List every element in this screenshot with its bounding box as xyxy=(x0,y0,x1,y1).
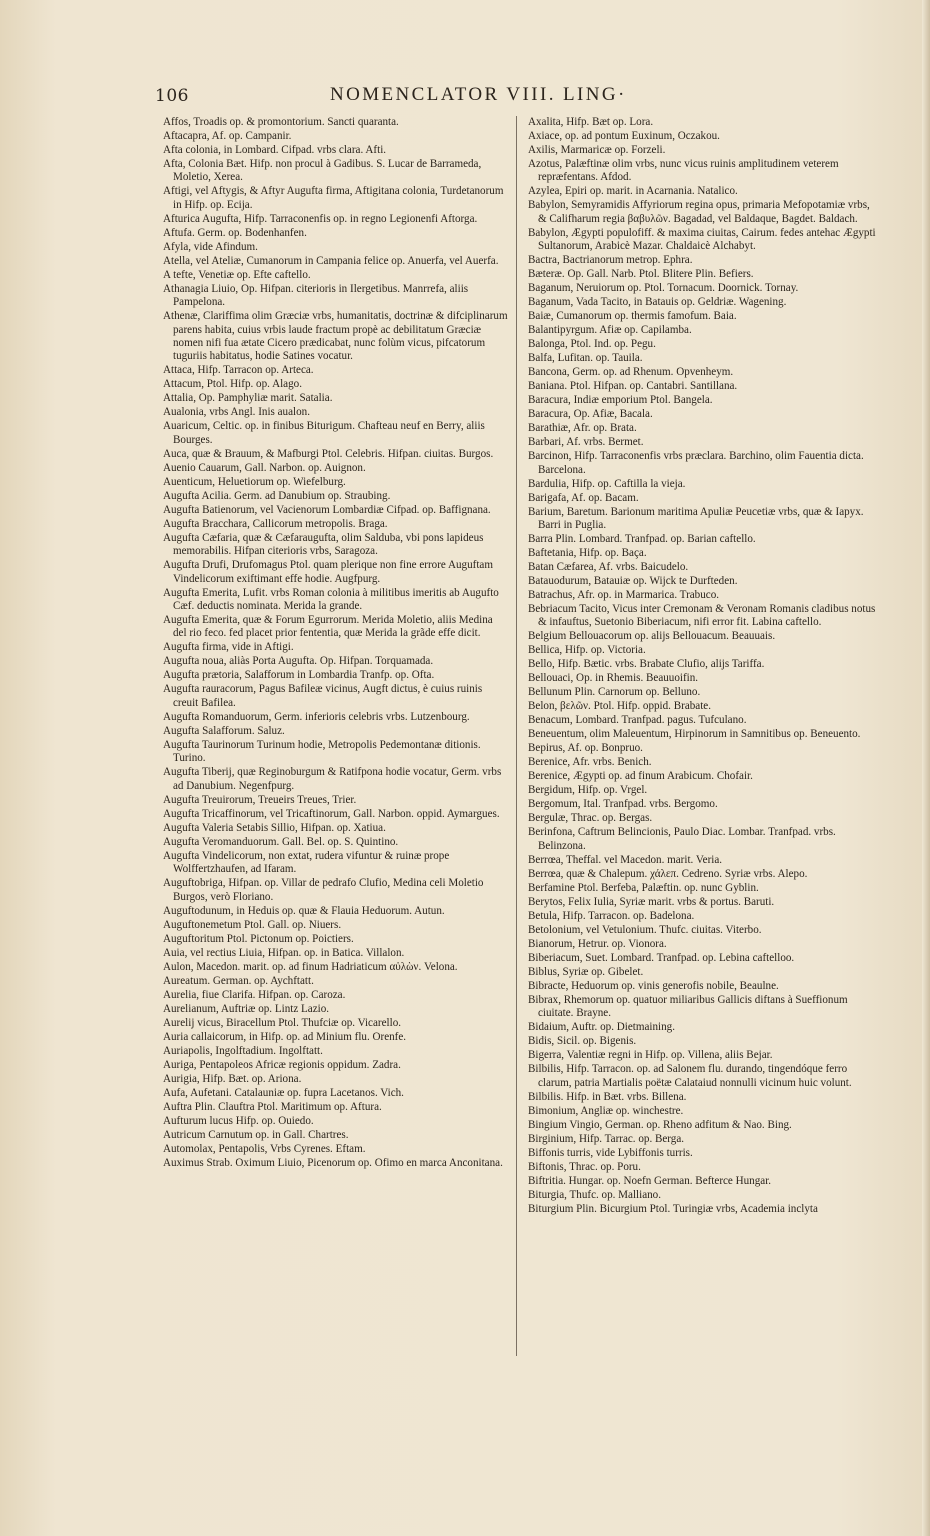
dictionary-entry: Baftetania, Hifp. op. Baça. xyxy=(528,547,647,560)
dictionary-entry: Auriga, Pentapoleos Africæ regionis oppidum. Zadra. xyxy=(163,1058,401,1071)
dictionary-entry: Augufta Vindelicorum, non extat, rudera vifuntur & ruinæ prope Wolffertzhaufen, ad Ifaram. xyxy=(163,849,450,876)
page-header xyxy=(155,84,855,112)
dictionary-entry: Augufta Bracchara, Callicorum metropolis. Braga. xyxy=(163,517,388,530)
dictionary-entry: Auenio Cauarum, Gall. Narbon. op. Auignon. xyxy=(163,461,366,474)
dictionary-entry: Baganum, Vada Tacito, in Batauis op. Geldriæ. Wagening. xyxy=(528,296,787,309)
dictionary-entry: Augufta prætoria, Salafforum in Lombardia Tranfp. op. Ofta. xyxy=(163,669,435,682)
dictionary-entry: Birginium, Hifp. Tarrac. op. Berga. xyxy=(528,1132,685,1145)
dictionary-entry: Batauodurum, Batauiæ op. Wijck te Durfteden. xyxy=(528,575,738,588)
dictionary-entry: Augufta Acilia. Germ. ad Danubium op. Straubing. xyxy=(163,489,391,502)
dictionary-entry: Bibracte, Heduorum op. vinis generofis nobile, Beaulne. xyxy=(528,979,779,992)
dictionary-entry: Auria callaicorum, in Hifp. op. ad Minium flu. Orenfe. xyxy=(163,1030,407,1043)
dictionary-entry: Aurelij vicus, Biracellum Ptol. Thufciæ op. Vicarello. xyxy=(163,1016,402,1029)
dictionary-entry: Bellica, Hifp. op. Victoria. xyxy=(528,644,646,657)
dictionary-entry: Balfa, Lufitan. op. Tauila. xyxy=(528,352,643,365)
dictionary-entry: Augufta Valeria Setabis Sillio, Hifpan. op. Xatiua. xyxy=(163,821,386,834)
dictionary-entry: Atella, vel Ateliæ, Cumanorum in Campania felice op. Anuerfa, vel Auerfa. xyxy=(163,254,499,267)
dictionary-entry: Augufta Tricaffinorum, vel Tricaftinorum, Gall. Narbon. oppid. Aymargues. xyxy=(163,807,500,820)
dictionary-entry: Augufta Salafforum. Saluz. xyxy=(163,724,285,737)
dictionary-entry: Bebriacum Tacito, Vicus inter Cremonam & Veronam Romanis cladibus notus & infauftus, Suetonio Biberiacum, nifi error fit. Labina caftello. xyxy=(528,603,876,629)
running-title: NOMENCLATOR VIII. LING· xyxy=(330,84,627,105)
dictionary-entry: Bigerra, Valentiæ regni in Hifp. op. Villena, aliis Bejar. xyxy=(528,1049,773,1062)
dictionary-entry: Barra Plin. Lombard. Tranfpad. op. Barian caftello. xyxy=(528,533,756,546)
dictionary-entry: Bergulæ, Thrac. op. Bergas. xyxy=(528,812,653,825)
dictionary-entry: Barium, Baretum. Barionum maritima Apuliæ Peucetiæ vrbs, quæ & Iapyx. Barri in Puglia. xyxy=(528,505,864,532)
dictionary-entry: Afyla, vide Afindum. xyxy=(163,240,258,253)
dictionary-entry: Bidaium, Auftr. op. Dietmaining. xyxy=(528,1021,675,1034)
dictionary-entry: Bellouaci, Op. in Rhemis. Beauuoifin. xyxy=(528,672,699,685)
dictionary-entry: Biblus, Syriæ op. Gibelet. xyxy=(528,965,644,978)
dictionary-entry: Augufta rauracorum, Pagus Bafileæ vicinus, Augft dictus, è cuius ruinis creuit Bafilea. xyxy=(163,683,483,709)
dictionary-entry: Belgium Bellouacorum op. alijs Bellouacum. Beauuais. xyxy=(528,630,776,643)
dictionary-entry: Barigafa, Af. op. Bacam. xyxy=(528,491,639,504)
dictionary-entry: Auguftodunum, in Heduis op. quæ & Flauia Heduorum. Autun. xyxy=(163,904,445,917)
dictionary-entry: Bello, Hifp. Bætic. vrbs. Brabate Clufio, alijs Tariffa. xyxy=(528,658,765,671)
dictionary-entry: Berinfona, Caftrum Belincionis, Paulo Diac. Lombar. Tranfpad. vrbs. Belinzona. xyxy=(528,826,836,852)
dictionary-entry: Auguftobriga, Hifpan. op. Villar de pedrafo Clufio, Medina celi Moletio Burgos, verò Floriano. xyxy=(163,877,484,903)
dictionary-entry: Auguftonemetum Ptol. Gall. op. Niuers. xyxy=(163,918,342,931)
dictionary-entry: Bilbilis, Hifp. Tarracon. op. ad Salonem flu. durando, tingendóque ferro clarum, patria Martialis poëtæ Calataiud nonnulli vicinum huic volunt. xyxy=(528,1063,852,1089)
dictionary-entry: Aurigia, Hifp. Bæt. op. Ariona. xyxy=(163,1072,302,1085)
dictionary-entry: Automolax, Pentapolis, Vrbs Cyrenes. Eftam. xyxy=(163,1142,366,1155)
dictionary-entry: Auaricum, Celtic. op. in finibus Biturigum. Chafteau neuf en Berry, aliis Bourges. xyxy=(163,420,485,446)
dictionary-entry: Barcinon, Hifp. Tarraconenfis vrbs præclara. Barchino, olim Fauentia dicta. Barcelona. xyxy=(528,450,864,476)
dictionary-entry: Aftigi, vel Aftygis, & Aftyr Augufta firma, Aftigitana colonia, Turdetanorum in Hifp. op. Ecija. xyxy=(163,185,504,211)
dictionary-entry: Bimonium, Angliæ op. winchestre. xyxy=(528,1104,684,1117)
dictionary-entry: Auriapolis, Ingolftadium. Ingolftatt. xyxy=(163,1044,323,1057)
dictionary-entry: Augufta Drufi, Drufomagus Ptol. quam plerique non fine errore Auguftam Vindelicorum exiftimant effe hodie. Augfpurg. xyxy=(163,559,493,585)
dictionary-entry: Berrœa, Theffal. vel Macedon. marit. Veria. xyxy=(528,853,723,866)
dictionary-entry: Athanagia Liuio, Op. Hifpan. citerioris in Ilergetibus. Manrrefa, aliis Pampelona. xyxy=(163,282,469,309)
dictionary-entry: Baracura, Op. Afiæ, Bacala. xyxy=(528,408,653,421)
dictionary-entry: Baiæ, Cumanorum op. thermis famofum. Baia. xyxy=(528,310,737,323)
dictionary-entry: Beneuentum, olim Maleuentum, Hirpinorum in Samnitibus op. Beneuento. xyxy=(528,728,861,741)
dictionary-entry: Betula, Hifp. Tarracon. op. Badelona. xyxy=(528,909,695,922)
dictionary-entry: Bæteræ. Op. Gall. Narb. Ptol. Blitere Plin. Befiers. xyxy=(528,268,754,281)
right-column xyxy=(528,116,880,1336)
dictionary-entry: Afturica Augufta, Hifp. Tarraconenfis op. in regno Legionenfi Aftorga. xyxy=(163,212,478,225)
dictionary-entry: Augufta Treuirorum, Treueirs Treues, Trier. xyxy=(163,793,357,806)
dictionary-entry: Aftacapra, Af. op. Campanir. xyxy=(163,130,292,142)
dictionary-entry: A tefte, Venetiæ op. Efte caftello. xyxy=(163,268,311,281)
dictionary-entry: Aufa, Aufetani. Catalauniæ op. fupra Lacetanos. Vich. xyxy=(163,1086,404,1099)
dictionary-entry: Batrachus, Afr. op. in Marmarica. Trabuco. xyxy=(528,589,720,602)
dictionary-entry: Augufta firma, vide in Aftigi. xyxy=(163,641,294,654)
dictionary-entry: Betolonium, vel Vetulonium. Thufc. ciuitas. Viterbo. xyxy=(528,923,762,936)
dictionary-entry: Auguftoritum Ptol. Pictonum op. Poictiers. xyxy=(163,932,354,945)
dictionary-entry: Bingium Vingio, German. op. Rheno adfitum & Nao. Bing. xyxy=(528,1118,792,1131)
dictionary-entry: Biberiacum, Suet. Lombard. Tranfpad. op. Lebina caftelloo. xyxy=(528,951,795,964)
dictionary-entry: Berenice, Ægypti op. ad finum Arabicum. Chofair. xyxy=(528,770,753,783)
dictionary-entry: Biftritia. Hungar. op. Noefn German. Befterce Hungar. xyxy=(528,1174,772,1187)
dictionary-entry: Barbari, Af. vrbs. Bermet. xyxy=(528,436,644,449)
dictionary-entry: Belon, βελῶν. Ptol. Hifp. oppid. Brabate. xyxy=(528,700,711,713)
dictionary-entry: Bellunum Plin. Carnorum op. Belluno. xyxy=(528,686,701,699)
dictionary-entry: Auximus Strab. Oximum Liuio, Picenorum op. Ofimo en marca Anconitana. xyxy=(163,1156,503,1169)
dictionary-entry: Bilbilis. Hifp. in Bæt. vrbs. Billena. xyxy=(528,1090,687,1103)
dictionary-entry: Augufta Cæfaria, quæ & Cæfaraugufta, olim Salduba, vbi pons lapideus memorabilis. Hifpan citerioris vrbs, Saragoza. xyxy=(163,531,484,558)
dictionary-entry: Affos, Troadis op. & promontorium. Sancti quaranta. xyxy=(163,116,399,128)
dictionary-entry: Aureatum. German. op. Aychftatt. xyxy=(163,974,314,987)
dictionary-entry: Biturgia, Thufc. op. Malliano. xyxy=(528,1188,662,1201)
dictionary-entry: Auftra Plin. Clauftra Ptol. Maritimum op. Aftura. xyxy=(163,1100,382,1113)
dictionary-entry: Augufta Emerita, quæ & Forum Egurrorum. Merida Moletio, aliis Medina del rio feco. fed placet prior fententia, quæ Merida la grãde effe dicit. xyxy=(163,614,493,640)
dictionary-entry: Auia, vel rectius Liuia, Hifpan. op. in Batica. Villalon. xyxy=(163,946,405,959)
dictionary-entry: Axiace, op. ad pontum Euxinum, Oczakou. xyxy=(528,130,720,142)
dictionary-entry: Augufta Romanduorum, Germ. inferioris celebris vrbs. Lutzenbourg. xyxy=(163,710,470,723)
dictionary-entry: Batan Cæfarea, Af. vrbs. Baicudelo. xyxy=(528,561,689,574)
dictionary-entry: Auca, quæ & Brauum, & Mafburgi Ptol. Celebris. Hifpan. ciuitas. Burgos. xyxy=(163,447,494,460)
dictionary-entry: Augufta Veromanduorum. Gall. Bel. op. S. Quintino. xyxy=(163,835,399,848)
dictionary-entry: Biftonis, Thrac. op. Poru. xyxy=(528,1160,641,1173)
dictionary-entry: Bergidum, Hifp. op. Vrgel. xyxy=(528,784,648,797)
dictionary-entry: Augufta noua, aliàs Porta Augufta. Op. Hifpan. Torquamada. xyxy=(163,655,434,668)
dictionary-entry: Berytos, Felix Iulia, Syriæ marit. vrbs & portus. Baruti. xyxy=(528,895,775,908)
dictionary-entry: Bergomum, Ital. Tranfpad. vrbs. Bergomo. xyxy=(528,798,718,811)
dictionary-entry: Bianorum, Hetrur. op. Vionora. xyxy=(528,937,667,950)
dictionary-entry: Balonga, Ptol. Ind. op. Pegu. xyxy=(528,338,656,351)
dictionary-entry: Azylea, Epiri op. marit. in Acarnania. Natalico. xyxy=(528,185,738,198)
dictionary-entry: Babylon, Semyramidis Affyriorum regina opus, primaria Mefopotamiæ vrbs, & Califharum regia βαβυλῶν. Bagadad, vel Baldaque, Bagdet. Baldach. xyxy=(528,199,870,225)
dictionary-entry: Augufta Tiberij, quæ Reginoburgum & Ratifpona hodie vocatur, Germ. vrbs ad Danubium. Negenfpurg. xyxy=(163,766,502,792)
dictionary-entry: Bibrax, Rhemorum op. quatuor miliaribus Gallicis diftans à Sueffionum ciuitate. Brayne. xyxy=(528,993,848,1020)
dictionary-entry: Baracura, Indiæ emporium Ptol. Bangela. xyxy=(528,394,713,407)
dictionary-entry: Baganum, Neruiorum op. Ptol. Tornacum. Doornick. Tornay. xyxy=(528,282,799,295)
dictionary-entry: Attacum, Ptol. Hifp. op. Alago. xyxy=(163,378,302,391)
dictionary-entry: Balantipyrgum. Afiæ op. Capilamba. xyxy=(528,324,692,337)
dictionary-entry: Auenticum, Heluetiorum op. Wiefelburg. xyxy=(163,475,346,488)
dictionary-entry: Barathiæ, Afr. op. Brata. xyxy=(528,422,637,435)
dictionary-entry: Benacum, Lombard. Tranfpad. pagus. Tufculano. xyxy=(528,714,747,727)
dictionary-entry: Afta colonia, in Lombard. Cifpad. vrbs clara. Afti. xyxy=(163,144,387,156)
dictionary-entry: Bepirus, Af. op. Bonpruo. xyxy=(528,742,643,755)
dictionary-entry: Augufta Taurinorum Turinum hodie, Metropolis Pedemontanæ ditionis. Turino. xyxy=(163,738,481,765)
dictionary-entry: Attalia, Op. Pamphyliæ marit. Satalia. xyxy=(163,392,333,405)
dictionary-entry: Attaca, Hifp. Tarracon op. Arteca. xyxy=(163,364,314,377)
dictionary-entry: Baniana. Ptol. Hifpan. op. Cantabri. Santillana. xyxy=(528,380,738,393)
dictionary-entry: Afta, Colonia Bæt. Hifp. non procul à Gadibus. S. Lucar de Barrameda, Moletio, Xerea. xyxy=(163,158,482,184)
dictionary-entry: Berrœa, quæ & Chalepum. χάλεπ. Cedreno. Syriæ vrbs. Alepo. xyxy=(528,867,808,880)
page-number: 106 xyxy=(155,86,189,106)
dictionary-entry: Aftufa. Germ. op. Bodenhanfen. xyxy=(163,226,307,239)
dictionary-entry: Axilis, Marmaricæ op. Forzeli. xyxy=(528,144,666,156)
column-divider xyxy=(516,116,517,1356)
dictionary-entry: Augufta Emerita, Lufit. vrbs Roman colonia à militibus imeritis ab Augufto Cæf. deductis nominata. Merida la grande. xyxy=(163,586,499,613)
dictionary-entry: Aulon, Macedon. marit. op. ad finum Hadriaticum αὐλὼν. Velona. xyxy=(163,960,458,973)
dictionary-entry: Autricum Carnutum op. in Gall. Chartres. xyxy=(163,1128,349,1141)
dictionary-entry: Axalita, Hifp. Bæt op. Lora. xyxy=(528,116,654,128)
dictionary-entry: Aufturum lucus Hifp. op. Ouiedo. xyxy=(163,1114,314,1127)
dictionary-entry: Augufta Batienorum, vel Vacienorum Lombardiæ Cifpad. op. Baffignana. xyxy=(163,503,491,516)
dictionary-entry: Babylon, Ægypti populofiff. & maxima ciuitas, Cairum. fedes antehac Ægypti Sultanorum, Arabicè Mazar. Chaldaicè Alchabyt. xyxy=(528,226,876,253)
dictionary-entry: Bardulia, Hifp. op. Caftilla la vieja. xyxy=(528,477,686,490)
dictionary-entry: Berfamine Ptol. Berfeba, Palæftin. op. nunc Gyblin. xyxy=(528,881,759,894)
dictionary-entry: Biffonis turris, vide Lybiffonis turris. xyxy=(528,1146,693,1159)
dictionary-entry: Bidis, Sicil. op. Bigenis. xyxy=(528,1035,637,1048)
dictionary-entry: Bancona, Germ. op. ad Rhenum. Opvenheym. xyxy=(528,366,734,379)
dictionary-entry: Biturgium Plin. Bicurgium Ptol. Turingiæ vrbs, Academia inclyta xyxy=(528,1202,818,1215)
dictionary-entry: Aualonia, vrbs Angl. Inis aualon. xyxy=(163,406,310,419)
dictionary-entry: Azotus, Palæftinæ olim vrbs, nunc vicus ruinis amplitudinem veterem repræfentans. Afdod. xyxy=(528,158,839,184)
dictionary-entry: Bactra, Bactrianorum metrop. Ephra. xyxy=(528,254,693,267)
dictionary-entry: Aurelianum, Auftriæ op. Lintz Lazio. xyxy=(163,1002,330,1015)
dictionary-entry: Athenæ, Clariffima olim Græciæ vrbs, humanitatis, doctrinæ & difciplinarum parens habita, cuius vrbis laude fractum propè ac debilitatum Græciæ nomen nifi fua ætate Cicero prædicabat, nunc folùm vicus, pifcatorum tuguriis habitatus, hodie Satines vocatur. xyxy=(163,310,508,363)
dictionary-entry: Berenice, Afr. vrbs. Benich. xyxy=(528,756,652,769)
left-column xyxy=(163,116,508,1336)
page-edge xyxy=(922,0,930,1536)
dictionary-entry: Aurelia, fiue Clarifa. Hifpan. op. Caroza. xyxy=(163,988,346,1001)
